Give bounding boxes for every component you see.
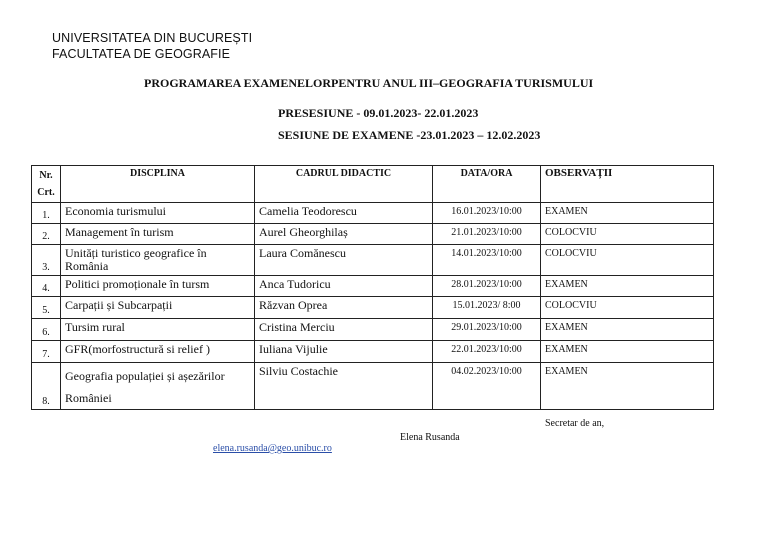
row-nr: 8. — [32, 363, 61, 410]
row-observation: EXAMEN — [541, 203, 714, 224]
table-row — [32, 341, 714, 363]
table-row — [32, 203, 714, 224]
row-date: 14.01.2023/10:00 — [433, 245, 541, 276]
header-nr-line1: Nr. — [39, 170, 53, 181]
row-professor: Răzvan Oprea — [255, 297, 433, 319]
row-date: 29.01.2023/10:00 — [433, 319, 541, 341]
row-discipline: Geografia populației și așezărilor României — [61, 363, 255, 410]
row-nr: 7. — [32, 341, 61, 363]
document-title: PROGRAMAREA EXAMENELORPENTRU ANUL III–GEOGRAFIA TURISMULUI — [144, 76, 594, 90]
row-date: 28.01.2023/10:00 — [433, 276, 541, 297]
row-observation: COLOCVIU — [541, 245, 714, 276]
row-nr: 1. — [32, 203, 61, 224]
row-discipline: Management în turism — [61, 224, 255, 245]
row-discipline: Carpații și Subcarpații — [61, 297, 255, 319]
sesiune-period: SESIUNE DE EXAMENE -23.01.2023 – 12.02.2023 — [278, 128, 541, 142]
row-professor: Iuliana Vijulie — [255, 341, 433, 363]
header-observations: OBSERVAȚII — [541, 166, 714, 203]
row-observation: COLOCVIU — [541, 224, 714, 245]
row-professor: Silviu Costachie — [255, 363, 433, 410]
row-observation: COLOCVIU — [541, 297, 714, 319]
row-professor: Camelia Teodorescu — [255, 203, 433, 224]
table-row — [32, 363, 714, 410]
presesiune-period: PRESESIUNE - 09.01.2023- 22.01.2023 — [278, 106, 479, 120]
row-nr: 5. — [32, 297, 61, 319]
header-nr-line2: Crt. — [37, 187, 55, 198]
row-discipline: Politici promoționale în tursm — [61, 276, 255, 297]
table-row — [32, 224, 714, 245]
faculty-name: FACULTATEA DE GEOGRAFIE — [52, 47, 231, 61]
row-nr: 3. — [32, 245, 61, 276]
table-header-row — [32, 166, 714, 203]
row-date: 16.01.2023/10:00 — [433, 203, 541, 224]
row-date: 15.01.2023/ 8:00 — [433, 297, 541, 319]
row-nr: 6. — [32, 319, 61, 341]
secretary-label: Secretar de an, — [545, 418, 605, 429]
row-observation: EXAMEN — [541, 341, 714, 363]
row-nr: 4. — [32, 276, 61, 297]
header-discipline: DISCPLINA — [61, 166, 255, 203]
secretary-name: Elena Rusanda — [400, 432, 460, 443]
secretary-email-link[interactable]: elena.rusanda@geo.unibuc.ro — [213, 443, 332, 454]
row-observation: EXAMEN — [541, 276, 714, 297]
university-name: UNIVERSITATEA DIN BUCUREȘTI — [52, 31, 253, 45]
row-discipline: GFR(morfostructură si relief ) — [61, 341, 255, 363]
table-row — [32, 297, 714, 319]
row-nr: 2. — [32, 224, 61, 245]
header-professor: CADRUL DIDACTIC — [255, 166, 433, 203]
row-date: 21.01.2023/10:00 — [433, 224, 541, 245]
table-row — [32, 319, 714, 341]
header-nr — [32, 166, 61, 203]
row-professor: Anca Tudoricu — [255, 276, 433, 297]
row-professor: Cristina Merciu — [255, 319, 433, 341]
row-date: 04.02.2023/10:00 — [433, 363, 541, 410]
row-professor: Laura Comănescu — [255, 245, 433, 276]
exam-schedule-table — [31, 165, 714, 410]
row-discipline: Unități turistico geografice în România — [61, 245, 255, 276]
table-row — [32, 276, 714, 297]
row-discipline: Tursim rural — [61, 319, 255, 341]
row-discipline: Economia turismului — [61, 203, 255, 224]
row-professor: Aurel Gheorghilaș — [255, 224, 433, 245]
table-row — [32, 245, 714, 276]
row-date: 22.01.2023/10:00 — [433, 341, 541, 363]
row-observation: EXAMEN — [541, 319, 714, 341]
row-observation: EXAMEN — [541, 363, 714, 410]
header-date: DATA/ORA — [433, 166, 541, 203]
